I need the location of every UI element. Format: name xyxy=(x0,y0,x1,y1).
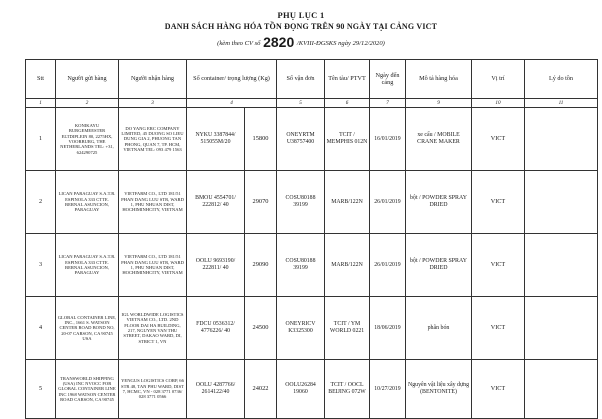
cell-bill: ONEYRICV K3325300 xyxy=(277,297,325,360)
col-number: 1 xyxy=(26,99,56,108)
cell-shipper: LICAN PARAGUAY S.A.T.R. ESPINOLA 333 CTTE. BERNAL ASUNCION, PARAGUAY xyxy=(56,171,119,234)
cell-goods: bột / POWDER SPRAY DRIED xyxy=(406,171,472,234)
col-header-shipper: Người gửi hàng xyxy=(56,60,119,99)
cell-arrival: 16/01/2019 xyxy=(370,108,406,171)
cell-bill: COSU80188 39199 xyxy=(277,234,325,297)
cell-reason xyxy=(525,234,598,297)
cell-goods: Nguyên vật liệu xây dựng (BENTONITE) xyxy=(406,360,472,419)
appendix-heading: PHỤ LỤC 1 xyxy=(277,10,325,20)
cell-vessel: MARB/122N xyxy=(325,171,370,234)
cell-reason xyxy=(525,360,598,419)
col-number: 4 xyxy=(187,99,277,108)
table-header-row xyxy=(26,60,598,99)
reference-line xyxy=(0,34,602,50)
cell-shipper: KONIKAYU BURGEMEESTER ELTDIPLEIN 80, 2275HX, VOORBURG, THE NETHERLANDS TEL: +31, 624290725 xyxy=(56,108,119,171)
cell-goods: bột / POWDER SPRAY DRIED xyxy=(406,234,472,297)
reference-prefix: (kèm theo CV số xyxy=(217,40,261,47)
col-header-stt: Stt xyxy=(26,60,56,99)
cell-arrival: 10/27/2019 xyxy=(370,360,406,419)
cell-reason xyxy=(525,297,598,360)
cell-bill: ONEYRTM U38757400 xyxy=(277,108,325,171)
cell-vessel: TCIT / YM WORLD 0221 xyxy=(325,297,370,360)
cell-position: VICT xyxy=(472,360,525,419)
col-number: 7 xyxy=(370,99,406,108)
cell-weight: 15800 xyxy=(245,108,277,171)
col-header-consignee: Người nhận hàng xyxy=(119,60,187,99)
cell-container: OOLU 9693190/ 222811/ 40 xyxy=(187,234,245,297)
cell-shipper: LICAN PARAGUAY S.A.T.R. ESPINOLA 333 CTTE. BERNAL ASUNCION, PARAGUAY xyxy=(56,234,119,297)
cell-arrival: 18/06/2019 xyxy=(370,297,406,360)
cell-weight: 24022 xyxy=(245,360,277,419)
cell-stt: 1 xyxy=(26,108,56,171)
cell-stt: 2 xyxy=(26,171,56,234)
cell-container: NYKU 3387844/ 515055M/20 xyxy=(187,108,245,171)
table-row xyxy=(26,171,598,234)
cell-bill: OOLU26284 19060 xyxy=(277,360,325,419)
reference-suffix: /KVIII-ĐGSKS ngày 29/12/2020) xyxy=(296,40,385,47)
goods-table xyxy=(25,59,598,419)
col-number: 3 xyxy=(119,99,187,108)
cell-consignee: YENGUS LOGISTICS CORP, 66 STR 48, TAN PHU WARD, DIST 7, HCMC, VN - 028 3771 0736/ 028 3771 0566 xyxy=(119,360,187,419)
cell-reason xyxy=(525,171,598,234)
cell-vessel: MARB/122N xyxy=(325,234,370,297)
cell-position: VICT xyxy=(472,234,525,297)
table-row xyxy=(26,108,598,171)
col-number: 10 xyxy=(472,99,525,108)
col-number: 2 xyxy=(56,99,119,108)
col-number: 6 xyxy=(325,99,370,108)
cell-weight: 29090 xyxy=(245,234,277,297)
column-number-row xyxy=(26,99,598,108)
cell-stt: 3 xyxy=(26,234,56,297)
cell-position: VICT xyxy=(472,108,525,171)
col-header-bill: Số vận đơn xyxy=(277,60,325,99)
cell-container: FDCU 0536312/ 4776226/ 40 xyxy=(187,297,245,360)
cell-goods: phân bón xyxy=(406,297,472,360)
cell-weight: 24500 xyxy=(245,297,277,360)
cell-stt: 4 xyxy=(26,297,56,360)
cell-vessel: TCIT / MEMPHIS 012N xyxy=(325,108,370,171)
cell-shipper: TRANSWORLD SHIPPING (USA) INC NVOCC FOR GLOBAL CONTAINER LINE INC 1968 WATSON CENTER ROAD CARSON, CA 90745 xyxy=(56,360,119,419)
col-header-arrival: Ngày đến cảng xyxy=(370,60,406,99)
cell-consignee: VIETFARM CO., LTD 181/51 PHAN DANG LUU STR, WARD 1, PHU NHUAN DIST, HOCHIMINHCITY, VIETNAM xyxy=(119,234,187,297)
cell-arrival: 26/01/2019 xyxy=(370,171,406,234)
cell-reason xyxy=(525,108,598,171)
cell-container: BMOU 4554701/ 222812/ 40 xyxy=(187,171,245,234)
table-row xyxy=(26,297,598,360)
cell-position: VICT xyxy=(472,171,525,234)
col-header-vessel: Tên tàu/ PTVT xyxy=(325,60,370,99)
cell-weight: 29070 xyxy=(245,171,277,234)
cell-consignee: IGL WORLDWIDE LOGISTICS VIETNAM CO., LTD. 2ND FLOOR DAI HA BUILDING, 217, NGUYEN VAN THU STREET, DAKAO WARD, DI, STRICT 1, VN xyxy=(119,297,187,360)
cell-consignee: VIETFARM CO., LTD 181/51 PHAN DANG LUU STR, WARD 1, PHU NHUAN DIST, HOCHIMINHCITY, VIETNAM xyxy=(119,171,187,234)
reference-number: 2820 xyxy=(263,34,295,50)
cell-bill: COSU80188 39199 xyxy=(277,171,325,234)
col-header-reason: Lý do tồn xyxy=(525,60,598,99)
col-number: 5 xyxy=(277,99,325,108)
cell-vessel: TCIT / OOCL BEIJING 072W xyxy=(325,360,370,419)
cell-position: VICT xyxy=(472,297,525,360)
cell-arrival: 26/01/2019 xyxy=(370,234,406,297)
table-row xyxy=(26,360,598,419)
col-header-container: Số container/ trọng lượng (Kg) xyxy=(187,60,277,99)
col-number: 11 xyxy=(525,99,598,108)
cell-consignee: DO YANG ERC COMPANY LIMITED, 45 DUONG SO LIEU DUNG GIA 2, PHUONG TAN PHONG, QUAN 7, TP. HCM, VIETNAM TEL: 093 479 1563 xyxy=(119,108,187,171)
cell-shipper: GLOBAL CONTAINER LINE, INC., 1661 S. WATSON CENTER ROAD BOND NO, 20-07 CARSON, CA 90745 USA xyxy=(56,297,119,360)
document-title: DANH SÁCH HÀNG HÓA TỒN ĐỌNG TRÊN 90 NGÀY TẠI CẢNG VICT xyxy=(164,22,438,31)
col-header-goods: Mô tả hàng hóa xyxy=(406,60,472,99)
col-number: 9 xyxy=(406,99,472,108)
table-row xyxy=(26,234,598,297)
cell-stt: 5 xyxy=(26,360,56,419)
col-header-position: Vị trí xyxy=(472,60,525,99)
cell-goods: xe cẩu / MOBILE CRANE MAKER xyxy=(406,108,472,171)
cell-container: OOLU 4287766/ 2614122/40 xyxy=(187,360,245,419)
